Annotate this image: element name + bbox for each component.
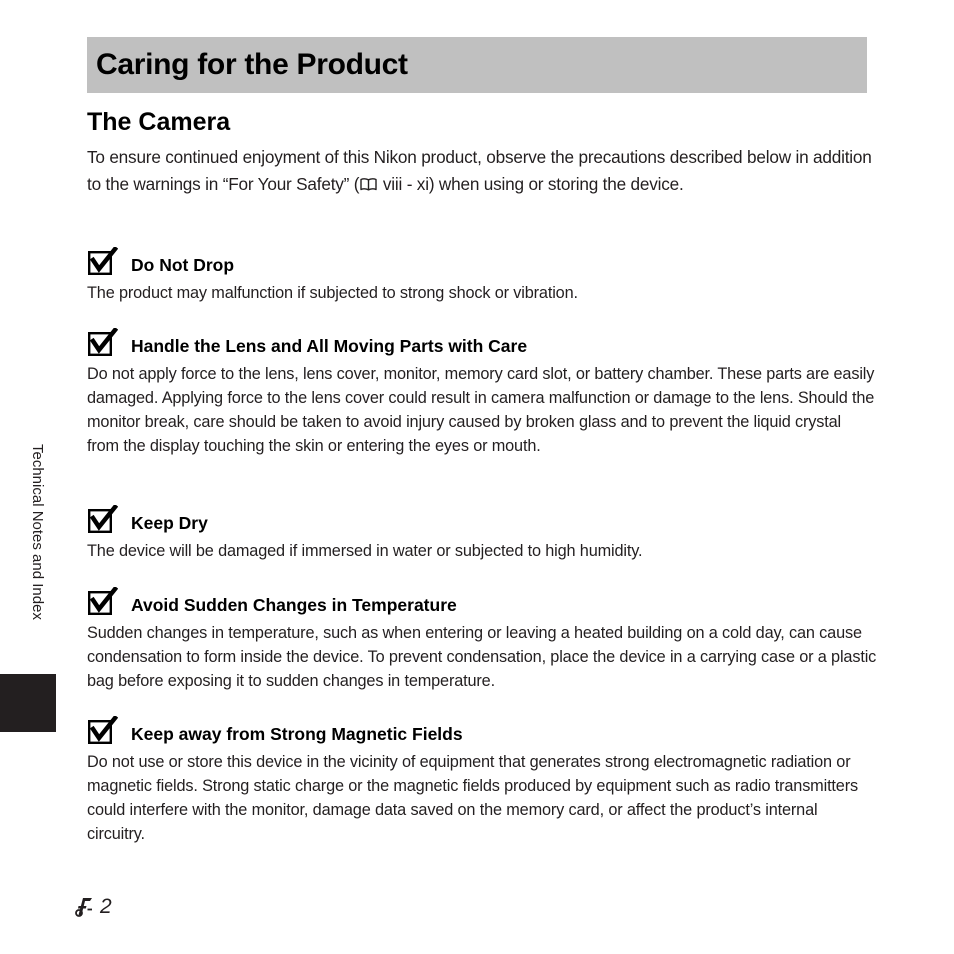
notice-title: Handle the Lens and All Moving Parts with Care xyxy=(131,336,528,356)
notice-header xyxy=(87,505,877,535)
book-icon[interactable] xyxy=(360,177,377,191)
intro-text-before: To ensure continued enjoyment of this Nikon product, observe the precautions described below in addition to the warnings in “For Your Safety” ( xyxy=(87,147,872,194)
check-icon xyxy=(88,505,118,535)
notice-text: Do not apply force to the lens, lens cover, monitor, memory card slot, or battery chamber. These parts are easily damaged. Applying force to the lens cover could result in camera malfunction or damage to the lens. Should the monitor break, care should be taken to avoid injury caused by broken glass and to prevent the liquid crystal from the display touching the skin or entering the eyes or mouth. xyxy=(87,365,875,455)
notice-title: Keep Dry xyxy=(131,513,208,533)
side-section-tab[interactable] xyxy=(0,674,56,732)
notice-header xyxy=(87,716,877,746)
notice-text: The product may malfunction if subjected to strong shock or vibration. xyxy=(87,284,578,302)
notice-header xyxy=(87,587,877,617)
notice-handle-lens xyxy=(87,328,877,458)
check-icon xyxy=(88,587,118,617)
notice-temperature xyxy=(87,587,877,693)
notice-title: Do Not Drop xyxy=(131,255,235,275)
check-icon xyxy=(88,247,118,277)
notice-do-not-drop xyxy=(87,247,877,305)
check-icon xyxy=(88,716,118,746)
intro-paragraph xyxy=(87,144,877,197)
notice-keep-dry xyxy=(87,505,877,563)
notice-magnetic-fields xyxy=(87,716,877,846)
intro-text-after: viii - xi) when using or storing the device. xyxy=(378,173,684,194)
notice-header xyxy=(87,328,877,358)
section-heading: The Camera xyxy=(87,108,231,136)
title-bar xyxy=(87,37,867,93)
check-icon xyxy=(88,328,118,358)
notice-title: Avoid Sudden Changes in Temperature xyxy=(131,595,457,615)
page-title: Caring for the Product xyxy=(96,48,408,81)
page-number-text: 2 xyxy=(100,895,112,918)
notice-header xyxy=(87,247,877,277)
page-number xyxy=(73,892,112,922)
notice-title: Keep away from Strong Magnetic Fields xyxy=(131,724,463,744)
notice-text: Sudden changes in temperature, such as when entering or leaving a heated building on a cold day, can cause condensation to form inside the device. To prevent condensation, place the device in a carrying case or a plastic bag before exposing it to sudden changes in temperature. xyxy=(87,624,877,690)
tool-icon xyxy=(73,894,99,920)
notice-text: Do not use or store this device in the vicinity of equipment that generates strong electromagnetic radiation or magnetic fields. Strong static charge or the magnetic fields produced by equipment such as radio transmitters could interfere with the monitor, damage data saved on the memory card, or affect the product’s internal circuitry. xyxy=(87,753,858,843)
notice-text: The device will be damaged if immersed in water or subjected to high humidity. xyxy=(87,542,643,560)
side-section-label[interactable]: Technical Notes and Index xyxy=(29,444,46,620)
